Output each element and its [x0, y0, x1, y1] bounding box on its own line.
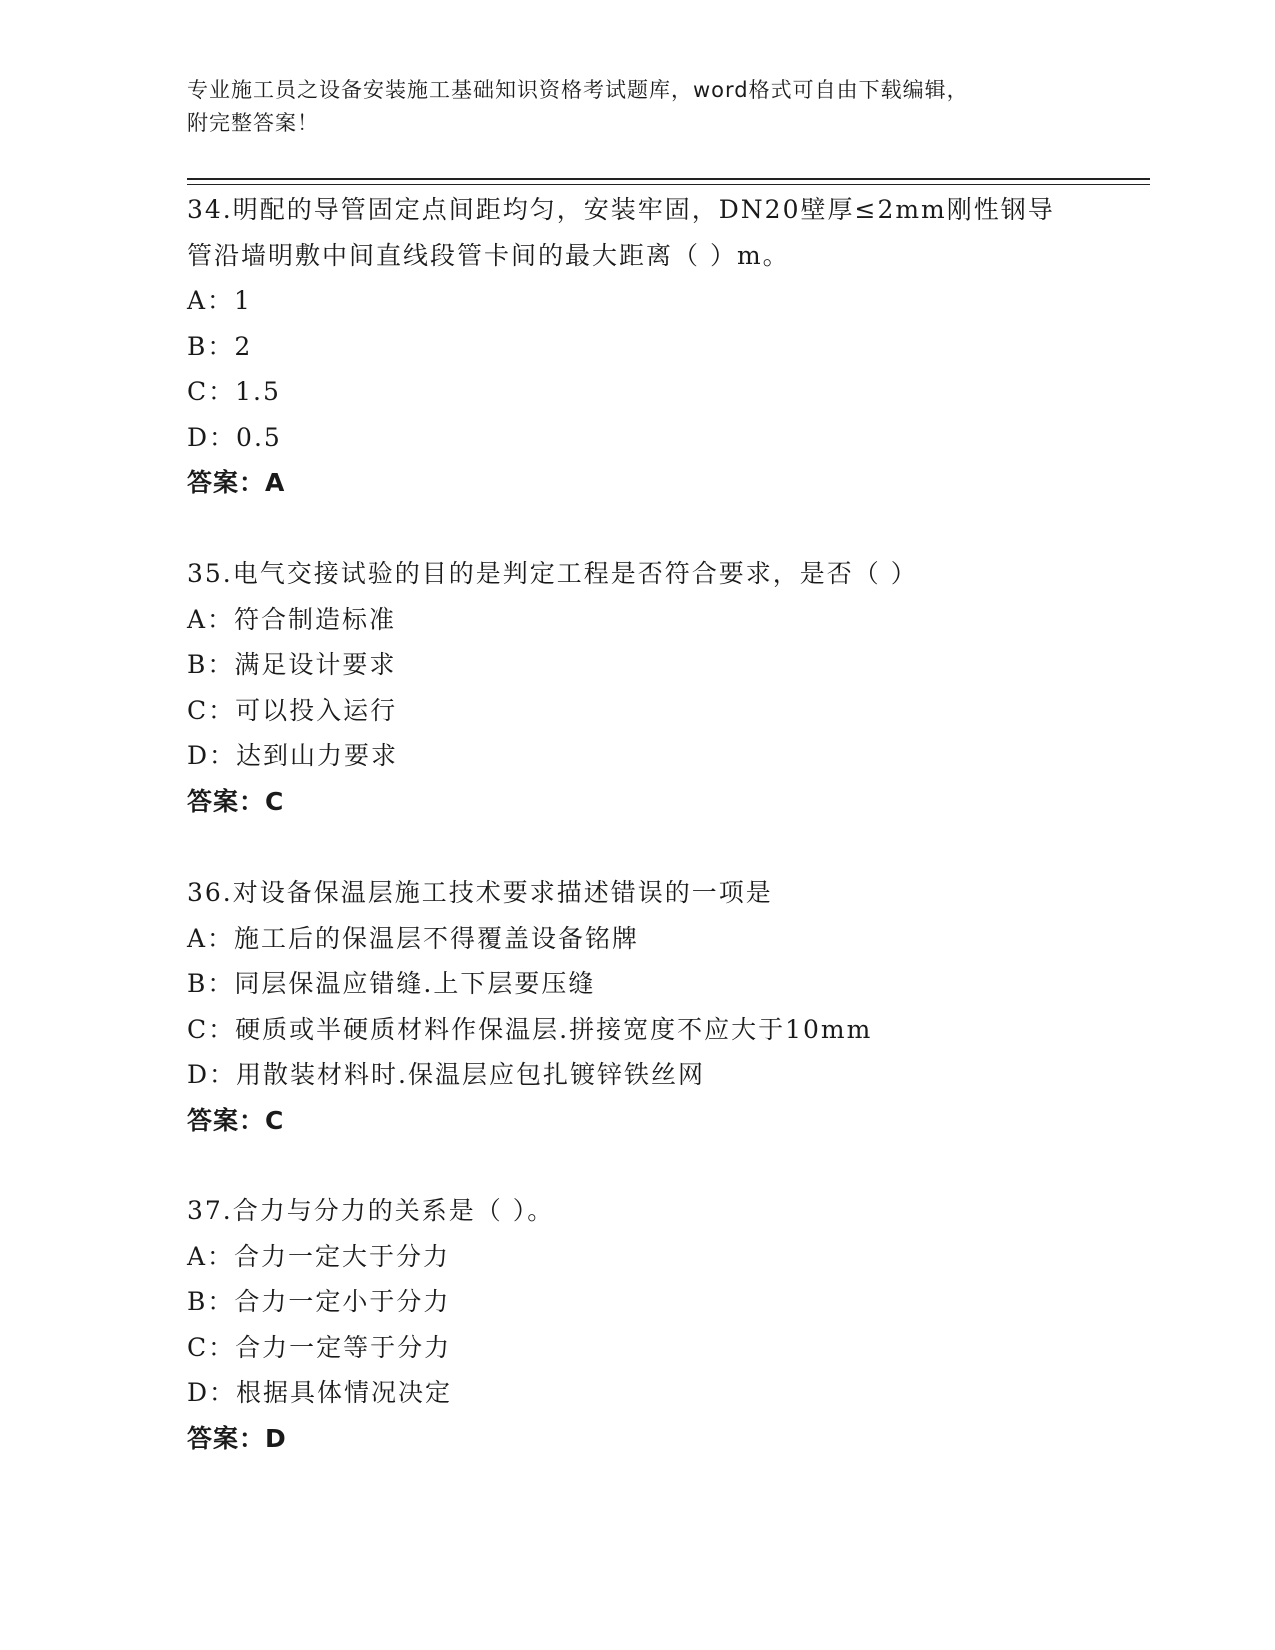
header-rule-thick: [187, 178, 1150, 180]
answer: 答案：A: [187, 468, 286, 497]
option-b: B：同层保温应错缝.上下层要压缝: [187, 969, 596, 998]
question-stem: 35.电气交接试验的目的是判定工程是否符合要求，是否（ ）: [187, 559, 918, 588]
question-34: [187, 187, 1087, 506]
option-d: D：用散装材料时.保温层应包扎镀锌铁丝网: [187, 1060, 705, 1089]
header-rule-thin: [187, 184, 1150, 185]
document-header: [187, 74, 1087, 140]
question-stem: 管沿墙明敷中间直线段管卡间的最大距离（ ）m。: [187, 240, 790, 270]
answer: 答案：D: [187, 1423, 287, 1453]
option-a: A：1: [187, 286, 252, 315]
option-c: C：1.5: [187, 377, 281, 406]
answer: 答案：C: [187, 786, 285, 816]
option-d: D：达到山力要求: [187, 741, 399, 770]
option-b: B：2: [187, 331, 253, 361]
option-d: D：根据具体情况决定: [187, 1378, 453, 1407]
question-stem: 34.明配的导管固定点间距均匀，安装牢固，DN20壁厚≤2mm刚性钢导: [187, 195, 1055, 224]
option-a: A：合力一定大于分力: [187, 1241, 451, 1271]
option-c: C：硬质或半硬质材料作保温层.拼接宽度不应大于10mm: [187, 1014, 873, 1044]
answer: 答案：C: [187, 1105, 285, 1135]
header-line-2: 附完整答案！: [187, 111, 319, 135]
question-stem: 37.合力与分力的关系是（ ）。: [187, 1196, 555, 1225]
option-a: A：符合制造标准: [187, 604, 397, 634]
question-stem: 36.对设备保温层施工技术要求描述错误的一项是: [187, 878, 773, 907]
option-a: A：施工后的保温层不得覆盖设备铭牌: [187, 923, 640, 953]
option-b: B：合力一定小于分力: [187, 1287, 451, 1316]
option-b: B：满足设计要求: [187, 650, 397, 679]
option-d: D：0.5: [187, 422, 282, 452]
header-line-1: 专业施工员之设备安装施工基础知识资格考试题库，word格式可自由下载编辑，: [187, 78, 969, 102]
question-36: [187, 870, 1087, 1143]
question-37: [187, 1188, 1087, 1461]
option-c: C：合力一定等于分力: [187, 1332, 452, 1362]
question-35: [187, 551, 1087, 824]
option-c: C：可以投入运行: [187, 695, 398, 725]
